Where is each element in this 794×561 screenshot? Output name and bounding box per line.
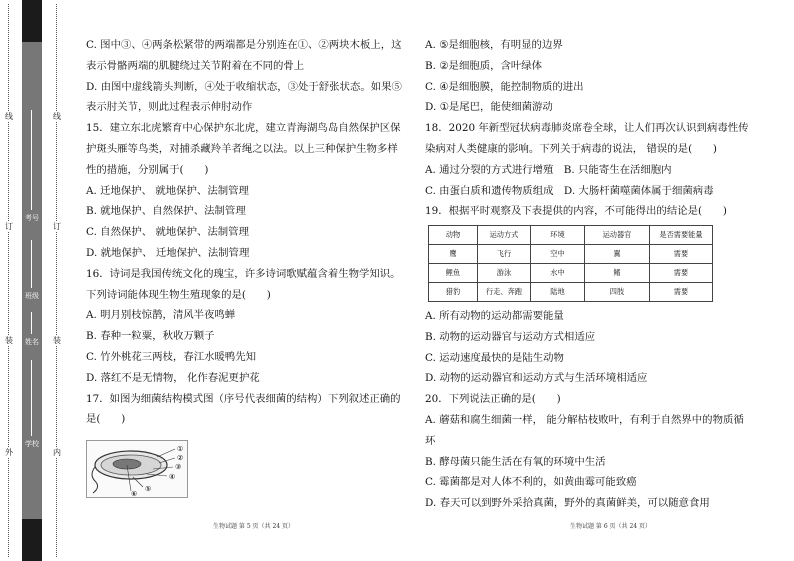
page-5-footer: 生物试题 第 5 页（共 24 页） — [213, 523, 294, 530]
table-cell: 鹰 — [429, 245, 478, 264]
q17-option-b: B. ②是细胞质，含叶绿体 — [425, 59, 543, 72]
page-6-footer: 生物试题 第 6 页（共 24 页） — [570, 523, 651, 530]
bacteria-structure-figure — [86, 440, 188, 498]
q17-stem-line1: 17．如图为细菌结构模式图（序号代表细菌的结构）下列叙述正确的 — [86, 392, 401, 405]
q15-option-c: C. 自然保护、 就地保护、法制管理 — [86, 226, 249, 239]
figure-label-4: ④ — [169, 473, 176, 481]
q20-stem: 20．下列说法正确的是( ) — [425, 393, 561, 406]
q16-stem-line2: 下列诗词能体现生物生殖现象的是( ) — [86, 288, 271, 301]
binding-margin — [0, 0, 62, 561]
table-header-cell: 运动器官 — [585, 226, 650, 245]
q19-option-c: C. 运动速度最快的是陆生动物 — [425, 351, 564, 364]
table-cell: 四肢 — [585, 283, 650, 302]
table-cell: 需要 — [650, 264, 713, 283]
figure-label-3: ③ — [175, 463, 182, 471]
inner-mark-xian: 线 — [53, 112, 61, 121]
q18-options-cd: C. 由蛋白质和遗传物质组成 D. 大肠杆菌噬菌体属于细菌病毒 — [425, 184, 714, 197]
q15-option-d: D. 就地保护、 迁地保护、法制管理 — [86, 246, 250, 259]
leader-1 — [157, 449, 175, 457]
table-cell: 鳍 — [585, 264, 650, 283]
table-header-cell: 动物 — [429, 226, 478, 245]
q14-option-d-line2: 表示肘关节，则此过程表示伸肘动作 — [86, 101, 253, 114]
dna-region-shape — [113, 459, 141, 469]
q17-option-c: C. ④是细胞膜，能控制物质的进出 — [425, 80, 584, 93]
school-label: 学校 — [25, 440, 39, 448]
q20-option-c: C. 霉菌都是对人体不利的，如黄曲霉可能致癌 — [425, 476, 637, 489]
q14-option-c-line2: 表示骨骼两端的肌腱绕过关节附着在不同的骨上 — [86, 59, 305, 72]
table-row — [429, 264, 713, 283]
q16-option-b: B. 春种一粒粟，秋收万颗子 — [86, 330, 215, 343]
exam-number-label: 考号 — [25, 214, 39, 222]
inner-cut-line — [56, 4, 63, 557]
table-header-cell: 环境 — [531, 226, 585, 245]
q17-option-d: D. ①是尾巴，能使细菌游动 — [425, 101, 553, 114]
table-header-row — [429, 226, 713, 245]
q17-stem-line2: 是( ) — [86, 413, 126, 426]
table-cell: 游泳 — [478, 264, 531, 283]
q20-option-b: B. 酵母菌只能生活在有氧的环境中生活 — [425, 455, 606, 468]
table-cell: 需要 — [650, 283, 713, 302]
q14-option-c-line1: C. 图中③、④两条松紧带的两端都是分别连在①、②两块木板上，这 — [86, 39, 402, 51]
q17-option-a: A. ⑤是细胞核，有明显的边界 — [425, 39, 563, 51]
exam-number-line — [31, 110, 32, 210]
figure-label-5: ⑤ — [145, 485, 152, 493]
table-cell: 翼 — [585, 245, 650, 264]
name-label: 姓名 — [25, 338, 39, 346]
q16-option-d: D. 落红不是无情物， 化作春泥更护花 — [86, 371, 260, 384]
q16-stem-line1: 16．诗词是我国传统文化的瑰宝，许多诗词歌赋蕴含着生物学知识。 — [86, 267, 401, 280]
table-cell: 陆地 — [531, 283, 585, 302]
page-6-column-lower — [425, 306, 770, 514]
q15-stem-line3: 性的措施，分别属于( ) — [86, 163, 209, 176]
animal-movement-table — [428, 225, 713, 302]
q19-option-a: A. 所有动物的运动都需要能量 — [425, 310, 564, 322]
name-line — [31, 312, 32, 334]
table-cell: 猎豹 — [429, 283, 478, 302]
q16-option-c: C. 竹外桃花三两枝，春江水暖鸭先知 — [86, 350, 257, 363]
table-cell: 行走、奔跑 — [478, 283, 531, 302]
table-cell: 水中 — [531, 264, 585, 283]
school-line — [31, 360, 32, 436]
table-cell: 鲤鱼 — [429, 264, 478, 283]
q15-option-b: B. 就地保护、自然保护、法制管理 — [86, 205, 246, 218]
q14-option-d-line1: D. 由图中虚线箭头判断，④处于收缩状态，③处于舒张状态。如果⑤ — [86, 80, 402, 93]
q20-option-d: D. 春天可以到野外采拾真菌，野外的真菌鲜美，可以随意食用 — [425, 497, 710, 510]
inner-mark-zhuang: 装 — [53, 336, 61, 345]
q18-options-ab: A. 通过分裂的方式进行增殖 B. 只能寄生在活细胞内 — [425, 163, 672, 176]
flagellum-shape — [92, 467, 98, 493]
outer-mark-wai: 外 — [5, 448, 13, 457]
student-info-band — [22, 0, 42, 561]
class-label: 班级 — [25, 292, 39, 300]
figure-label-1: ① — [177, 445, 184, 453]
outer-mark-xian: 线 — [5, 112, 13, 121]
table-header-cell: 运动方式 — [478, 226, 531, 245]
q19-stem: 19．根据平时观察及下表提供的内容，不可能得出的结论是( ) — [425, 205, 727, 218]
band-bottom-block — [22, 519, 42, 561]
q20-option-a-line1: A. 蘑菇和腐生细菌一样， 能分解枯枝败叶，有利于自然界中的物质循 — [425, 413, 744, 426]
q15-stem-line2: 护斑头雁等鸟类，对捕杀藏羚羊者绳之以法。以上三种保护生物多样 — [86, 142, 398, 155]
table-cell: 需要 — [650, 245, 713, 264]
page-6-column — [425, 35, 770, 222]
table-cell: 空中 — [531, 245, 585, 264]
q18-stem-line2: 染病对人类健康的影响。下列关于病毒的说法， 错误的是( ) — [425, 142, 717, 155]
table-header-cell: 是否需要能量 — [650, 226, 713, 245]
inner-mark-ding: 订 — [53, 222, 61, 231]
class-line — [31, 240, 32, 288]
q15-stem-line1: 15．建立东北虎繁育中心保护东北虎，建立青海湖鸟岛自然保护区保 — [86, 122, 401, 135]
table-row — [429, 283, 713, 302]
outer-mark-zhuang: 装 — [5, 336, 13, 345]
page-5-column — [86, 35, 414, 430]
q16-option-a: A. 明月别枝惊鹊，清风半夜鸣蝉 — [86, 309, 236, 322]
table-row — [429, 245, 713, 264]
figure-label-6: ⑥ — [131, 490, 138, 497]
figure-label-2: ② — [177, 454, 184, 462]
q18-stem-line1: 18．2020 年新型冠状病毒肺炎席卷全球，让人们再次认识到病毒性传 — [425, 122, 749, 135]
bacteria-diagram — [87, 441, 187, 497]
band-top-block — [22, 0, 42, 42]
outer-cut-line — [8, 4, 15, 557]
q20-option-a-line2: 环 — [425, 434, 436, 447]
inner-mark-nei: 内 — [53, 448, 61, 457]
q19-option-d: D. 动物的运动器官和运动方式与生活环境相适应 — [425, 372, 648, 385]
table-cell: 飞行 — [478, 245, 531, 264]
outer-mark-ding: 订 — [5, 222, 13, 231]
q19-option-b: B. 动物的运动器官与运动方式相适应 — [425, 330, 596, 343]
q15-option-a: A. 迁地保护、 就地保护、法制管理 — [86, 184, 249, 197]
